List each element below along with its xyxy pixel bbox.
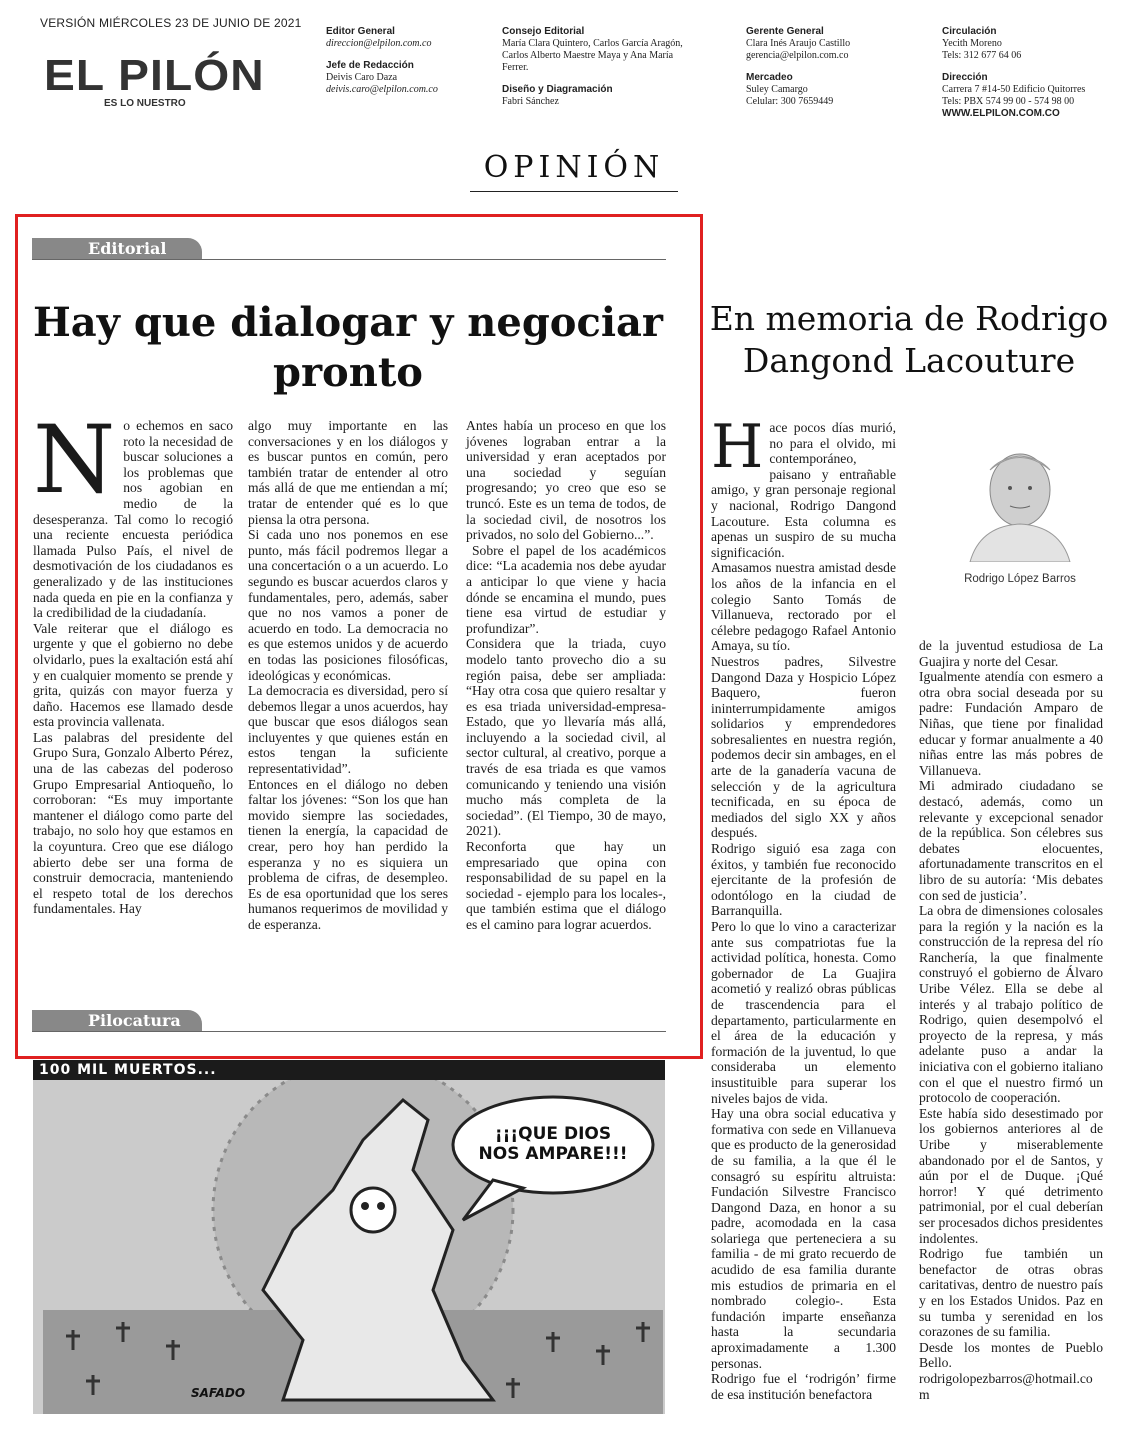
staff-block-consejo xyxy=(502,26,717,108)
memoria-paragraph: Amasamos nuestra amistad desde los años de la infancia en el colegio Santo Tomás de Villanueva, rectorado por el célebre pedagogo Rafael Antonio Amaya, su tío. xyxy=(711,560,896,654)
mercadeo-name: Suley Camargo xyxy=(746,84,808,95)
cartoonist-signature: SAFADO xyxy=(191,1386,246,1400)
newspaper-slogan: ES LO NUESTRO xyxy=(104,98,186,109)
author-email[interactable]: rodrigolopezbarros@hotmail.com xyxy=(919,1370,1093,1402)
jefe-redaccion-email[interactable]: deivis.caro@elpilon.com.co xyxy=(326,84,438,95)
gerente-title: Gerente General xyxy=(746,26,824,37)
direccion-address: Carrera 7 #14-50 Edificio Quitorres xyxy=(942,84,1086,95)
direccion-title: Dirección xyxy=(942,72,988,83)
memoria-paragraph: Mi admirado ciudadano se destacó, además, como un relevante y excepcional senador de la república. Son célebres sus debates elocuentes, afortunadamente transcritos en el libro de su autoría: ‘Mis debates con sed de justicia’. xyxy=(919,778,1103,903)
memoria-paragraph: Nuestros padres, Silvestre Dangond Daza y Hospicio López Baquero, fueron ininterrumpidamente amigos solidarios y emprendedores sobresalientes en nuestra región, podemos decir sin ambages, en el arte de la ganadería vacuna de selección y de la agricultura tecnificada, en su época de mediados del siglo XX y años después. xyxy=(711,653,896,841)
cartoon-image[interactable] xyxy=(33,1060,665,1414)
memoria-headline-line2: Dangond Lacouture xyxy=(742,341,1076,380)
mercadeo-phone: Celular: 300 7659449 xyxy=(746,96,834,107)
memoria-paragraph: Este había sido desestimado por los gobiernos anteriores al de Uribe y miserablemente abandonado por el de Santos, y aún por el de Duque. ¡Qué horror! Y qué detrimento patrimonial, por el cual deberían ser procesados dichos presidentes indolentes. xyxy=(919,1105,1103,1246)
editorial-dropcap: N xyxy=(33,406,116,515)
memoria-paragraph: Igualmente atendía con esmero a otra obra social deseada por su padre: Fundación Amparo de Niñas, que tiene por finalidad educar y formar anualmente a 40 niñas entre las más pobres de Villanueva. xyxy=(919,669,1103,778)
memoria-headline[interactable] xyxy=(704,298,1114,382)
editorial-paragraph: Las palabras del presidente del Grupo Sura, Gonzalo Alberto Pérez, una de las cabezas del poderoso Grupo Empresarial Antioqueño, lo corroboran: “Es muy importante mantener el diálogo como parte del trabajo, no solo hoy que estamos en la coyuntura. Creo que ese diálogo abierto debe ser una forma de construir democracia, manteniendo el respeto total de los derechos fundamentales. Hay xyxy=(33,729,233,917)
highlight-box xyxy=(15,214,703,1059)
consejo-line3: Ferrer. xyxy=(502,62,529,73)
memoria-paragraph: Rodrigo fue el ‘rodrigón’ firme de esa institución benefactora xyxy=(711,1371,896,1402)
editorial-paragraph: No echemos en saco roto la necesidad de buscar soluciones a los problemas que nos agobian en medio de la desesperanza. Tal como lo recogió una reciente encuesta periódica llamada Pulso País, el nivel de desmotivación de los ciudadanos es generalizado y de las instituciones nada queda en pie en la confianza y la credibilidad de la ciudadanía. xyxy=(33,406,233,621)
staff-block-gerencia xyxy=(746,26,906,108)
memoria-paragraph: Desde los montes de Pueblo Bello. xyxy=(919,1339,1103,1371)
editor-general-title: Editor General xyxy=(326,26,395,37)
memoria-headline-line1: En memoria de Rodrigo xyxy=(709,299,1109,338)
cartoon-drawing xyxy=(33,1060,665,1414)
memoria-column-1 xyxy=(711,412,896,1402)
staff-block-editor xyxy=(326,26,486,96)
speech-bubble-text: ¡¡¡QUE DIOS NOS AMPARE!!! xyxy=(478,1124,628,1164)
mercadeo-title: Mercadeo xyxy=(746,72,793,83)
editor-general-email[interactable]: direccion@elpilon.com.co xyxy=(326,38,432,49)
editorial-paragraph: Antes había un proceso en que los jóvenes lograban entrar a la universidad y eran aceptados por una sociedad y seguían progresando; yo creo que eso se truncó. Este es un tema de todos, de la sociedad civil, de nosotros los privados, no solo del Gobierno...”. xyxy=(466,418,666,543)
diseno-title: Diseño y Diagramación xyxy=(502,84,613,95)
pilocatura-tab: Pilocatura xyxy=(32,1010,202,1032)
consejo-title: Consejo Editorial xyxy=(502,26,585,37)
editorial-paragraph: Si cada uno nos ponemos en ese punto, más fácil podremos llegar a una concertación o a un acuerdo. Lo segundo es buscar acuerdos claros y fundamentales, pero, además, saber que no nos vamos a poner de acuerdo en todo. La democracia no es que estemos unidos y de acuerdo en todas las posiciones filosóficas, ideológicas y económicas. xyxy=(248,527,448,683)
gerente-name: Clara Inés Araujo Castillo xyxy=(746,38,851,49)
website-link[interactable]: WWW.ELPILON.COM.CO xyxy=(942,108,1060,119)
circulacion-title: Circulación xyxy=(942,26,997,37)
memoria-paragraph: La obra de dimensiones colosales para la región y la nación es la construcción de la represa del río Ranchería, la que finalmente construyó el gobierno de Álvaro Uribe Vélez. Ella se debe al interés y al trabajo político de Rodrigo, quien desempolvó el proyecto de la represa, y más adelante puso a andar la iniciativa con el gobierno italiano con el que el nuestro firmó un protocolo de cooperación. xyxy=(919,903,1103,1106)
editorial-paragraph: Reconforta que hay un empresariado que opina con responsabilidad de su papel en la sociedad - ejemplo para los locales-, que también estima que el diálogo es el camino para lograr acuerdos. xyxy=(466,839,666,932)
editorial-paragraph: La democracia es diversidad, pero sí debemos llegar a unos acuerdos, hay que buscar que esos diálogos sean incluyentes y que quienes están en estos tengan la suficiente representatividad”. xyxy=(248,683,448,777)
editorial-paragraph: Sobre el papel de los académicos dice: “La academia nos debe ayudar a anticipar lo que viene y hacia dónde se encamina el mundo, pues tiene esa virtud de estudiar y profundizar”. xyxy=(466,542,666,636)
author-caption: Rodrigo López Barros xyxy=(964,573,1076,585)
consejo-line1: María Clara Quintero, Carlos García Aragón, xyxy=(502,38,683,49)
cartoon-title-bar xyxy=(33,1060,665,1080)
editorial-paragraph: algo muy importante en las conversaciones y en los diálogos y es buscar puntos en común, pero también tratar de entender al otro más allá de que me entiendan a mí; tratar de entender qué es lo que piensa la otra persona. xyxy=(248,418,448,527)
editorial-paragraph: Vale reiterar que el diálogo es urgente y que el gobierno no debe olvidarlo, pues la exaltación está ahí y en cualquier momento se prende y grita, quizás con mayor fuerza y daño. Hacemos ese llamado desde esta provincia vallenata. xyxy=(33,620,233,730)
memoria-column-2 xyxy=(919,638,1103,1402)
memoria-paragraph: Hay una obra social educativa y formativa con sede en Villanueva que es producto de la generosidad de su familia, a la que él le consagró su espíritu altruista: Fundación Silvestre Francisco Dangond Daza, en honor a su padre, acomodada en la casa solariega que perteneciera a su familia - de mi grato recuerdo de acudido de esa familia durante mis estudios de primaria en el nombrado colegio-. Esta fundación imparte enseñanza hasta la secundaria aproximadamente a 1.300 personas. xyxy=(711,1106,896,1371)
diseno-name: Fabri Sánchez xyxy=(502,96,559,107)
circulacion-phone: Tels: 312 677 64 06 xyxy=(942,50,1022,61)
editorial-headline[interactable]: Hay que dialogar y negociar pronto xyxy=(32,299,664,396)
gerente-email[interactable]: gerencia@elpilon.com.co xyxy=(746,50,849,61)
newspaper-logo[interactable]: EL PILÓN xyxy=(44,51,265,100)
memoria-paragraph: Pero lo que lo vino a caracterizar ante sus compatriotas fue la actividad política, honesta. Como gobernador de La Guajira acometió y realizó obras públicas de trascendencia para el departamento, particularmente en el área de la educación y formación de la juventud, lo que consideraba un elemento insustituible para superar los niveles bajos de vida. xyxy=(711,919,896,1106)
jefe-redaccion-title: Jefe de Redacción xyxy=(326,60,414,71)
memoria-paragraph: Hace pocos días murió, no para el olvido, mi contemporáneo, paisano y entrañable amigo, y gran personaje regional y nacional, Rodrigo Dangond Lacouture. Esta columna es apenas un suspiro de su mucha significación. xyxy=(711,412,896,560)
circulacion-name: Yecith Moreno xyxy=(942,38,1002,49)
staff-block-direccion xyxy=(942,26,1122,120)
memoria-dropcap: H xyxy=(711,412,764,482)
edition-date: VERSIÓN MIÉRCOLES 23 DE JUNIO DE 2021 xyxy=(40,16,302,30)
section-title: OPINIÓN xyxy=(470,150,678,192)
direccion-phones: Tels: PBX 574 99 00 - 574 98 00 xyxy=(942,96,1075,107)
author-photo xyxy=(960,440,1080,562)
memoria-paragraph: Rodrigo siguió esa zaga con éxitos, y también fue reconocido ejercitante de la profesión de odontólogo en la ciudad de Barranquilla. xyxy=(711,841,896,919)
cartoon-title: 100 MIL MUERTOS... xyxy=(39,1062,217,1078)
consejo-line2: Carlos Alberto Maestre Maya y Ana María xyxy=(502,50,674,61)
jefe-redaccion-name: Deivis Caro Daza xyxy=(326,72,398,83)
editorial-tab: Editorial xyxy=(32,238,202,260)
memoria-paragraph: Rodrigo fue también un benefactor de otras obras caritativas, dentro de nuestro país y en los Estados Unidos. Paz en su tumba y serenidad en los corazones de su familia. xyxy=(919,1246,1103,1340)
editorial-paragraph: Entonces en el diálogo no deben faltar los jóvenes: “Son los que han movido siempre las sociedades, tienen la energía, la capacidad de crear, pero hoy han perdido la esperanza y no es siquiera un problema de cifras, de desempleo. Es de esa oportunidad que los seres humanos requerimos de movilidad y de esperanza. xyxy=(248,776,448,932)
editorial-paragraph: Considera que la triada, cuyo modelo tanto provecho dio a su región paisa, debe ser ampliada: “Hay otra cosa que quiero resaltar y es esa triada universidad-empresa-Estado, que yo llevaría más allá, incluyendo a la sociedad civil, al sector cultural, al creativo, porque a través de esa triada es que vamos comunicando y teniendo una visión mucho más completa de la sociedad”. (El Tiempo, 30 de mayo, 2021). xyxy=(466,636,666,839)
memoria-paragraph: de la juventud estudiosa de La Guajira y norte del Cesar. xyxy=(919,638,1103,669)
